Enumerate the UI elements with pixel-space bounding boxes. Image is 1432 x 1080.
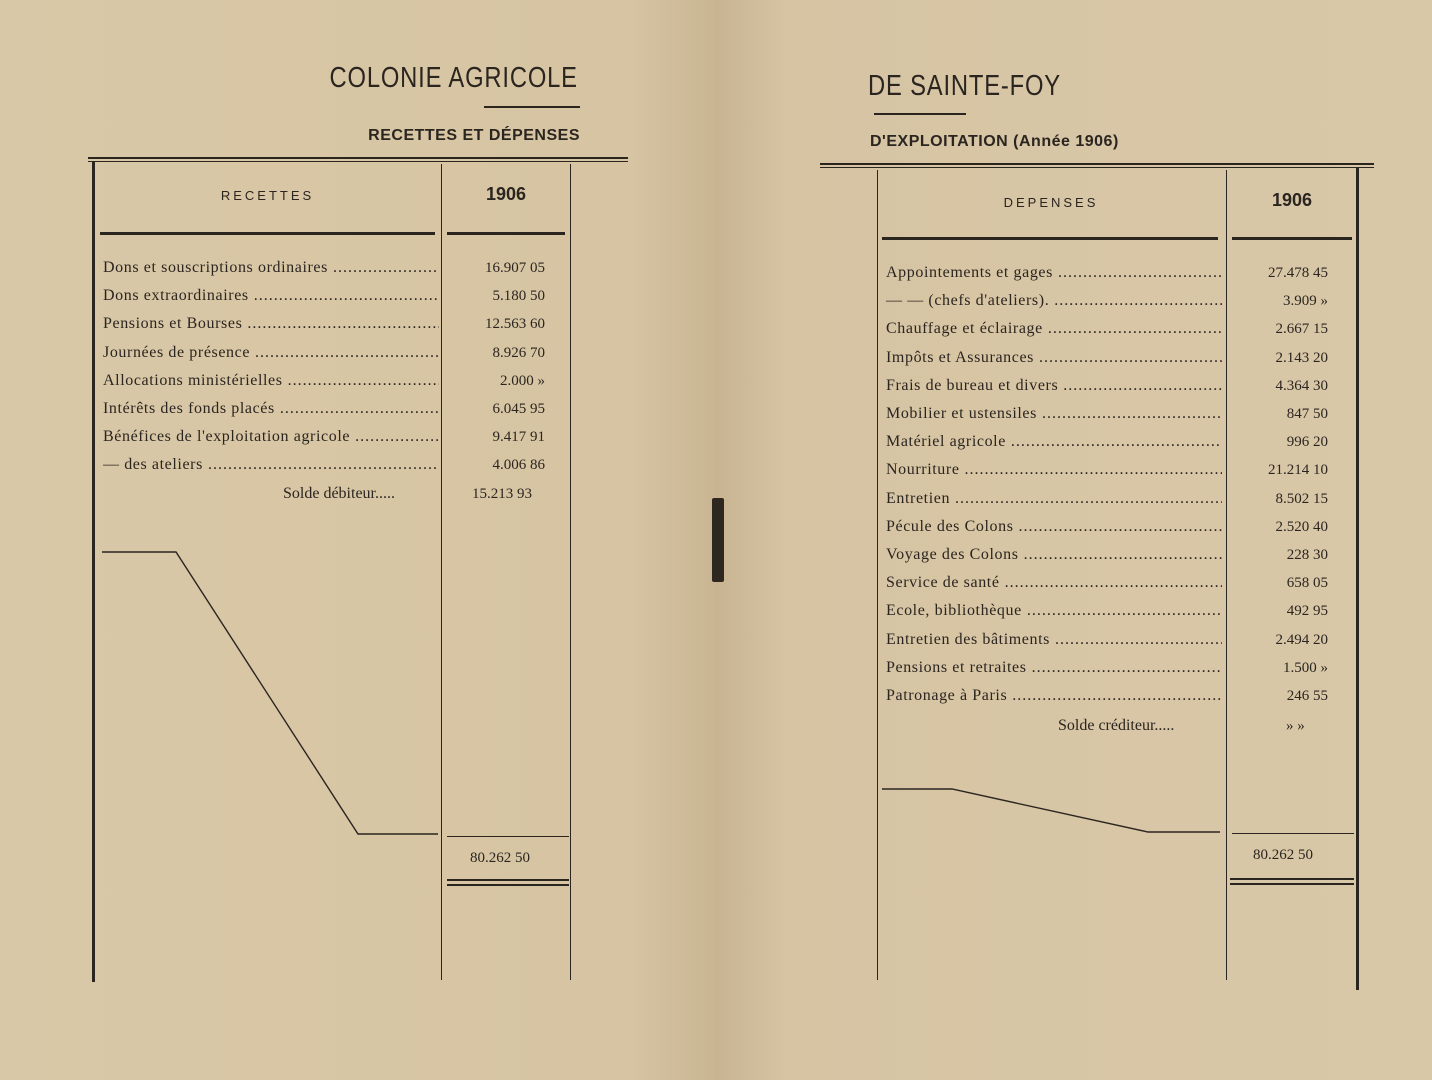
right-row-label: Service de santé ..... xyxy=(886,569,1222,597)
left-row-label: Allocations ministérielles ..... xyxy=(103,367,439,395)
right-row-label: Pécule des Colons ..... xyxy=(886,513,1222,541)
right-row-label: Entretien ..... xyxy=(886,485,1222,513)
right-row-label: Appointements et gages ..... xyxy=(886,259,1222,287)
right-row-label: Entretien des bâtiments ..... xyxy=(886,626,1222,654)
right-row-amount: 2.667 15 xyxy=(1275,321,1328,338)
right-row-label: Matériel agricole ..... xyxy=(886,428,1222,456)
left-row-label: — des ateliers ..... xyxy=(103,451,439,479)
right-row-amount: 4.364 30 xyxy=(1275,377,1328,394)
right-page xyxy=(716,0,1432,1080)
right-row-amount: 996 20 xyxy=(1286,434,1328,451)
right-subtitle-year: (Année 1906) xyxy=(1013,133,1119,150)
left-row-label: Pensions et Bourses ..... xyxy=(103,310,439,338)
right-row-amount: 21.214 10 xyxy=(1268,462,1328,479)
right-row-label: Frais de bureau et divers ..... xyxy=(886,372,1222,400)
left-row-label: Bénéfices de l'exploitation agricole ..... xyxy=(103,423,439,451)
right-row-label: Chauffage et éclairage ..... xyxy=(886,315,1222,343)
right-row-amount: 228 30 xyxy=(1286,547,1328,563)
left-row-amount: 2.000 » xyxy=(500,372,545,389)
right-total-rule-1 xyxy=(1230,878,1354,880)
book-gutter xyxy=(712,498,724,582)
left-row-label: Intérêts des fonds placés ..... xyxy=(103,395,439,423)
left-total-rule-top xyxy=(447,836,569,837)
right-row-label: Impôts et Assurances ..... xyxy=(886,344,1222,372)
right-cancel-stroke xyxy=(716,0,1432,1080)
left-row-amount: 8.926 70 xyxy=(492,344,545,361)
right-total-rule-top xyxy=(1232,833,1354,834)
left-row-amount: 5.180 50 xyxy=(492,288,545,305)
right-row-amount: 246 55 xyxy=(1286,688,1328,704)
right-balance-label: Solde créditeur..... xyxy=(1058,717,1175,734)
right-row-amount: 2.520 40 xyxy=(1275,518,1328,535)
left-subtitle: RECETTES ET DÉPENSES xyxy=(368,127,580,144)
left-column-label: RECETTES xyxy=(220,188,315,203)
right-row-amount: 847 50 xyxy=(1286,406,1328,422)
right-row-amount: 658 05 xyxy=(1286,575,1328,592)
right-row-label: Patronage à Paris ..... xyxy=(886,682,1222,710)
right-row-label: Ecole, bibliothèque ..... xyxy=(886,597,1222,625)
right-total: 80.262 50 xyxy=(1253,847,1313,863)
left-row-amount: 12.563 60 xyxy=(485,316,545,333)
left-row-label: Dons et souscriptions ordinaires ..... xyxy=(103,254,439,282)
right-row-label: Mobilier et ustensiles ..... xyxy=(886,400,1222,428)
right-subtitle-bold: D'EXPLOITATION xyxy=(870,133,1009,150)
right-column-year: 1906 xyxy=(1271,190,1313,210)
right-row-label: Nourriture ..... xyxy=(886,456,1222,484)
left-row-label: Dons extraordinaires ..... xyxy=(103,282,439,310)
right-column-label: DEPENSES xyxy=(1003,195,1099,210)
left-row-label: Journées de présence ..... xyxy=(103,339,439,367)
right-row-amount: 492 95 xyxy=(1286,603,1328,620)
left-total-rule-1 xyxy=(447,879,569,881)
right-total-rule-2 xyxy=(1230,883,1354,885)
left-column-year: 1906 xyxy=(485,184,527,204)
left-balance-amount: 15.213 93 xyxy=(472,486,532,502)
left-row-amount: 4.006 86 xyxy=(492,457,545,474)
right-row-amount: 2.143 20 xyxy=(1275,349,1328,366)
right-balance-amount: » » xyxy=(1286,718,1305,734)
right-row-label: Pensions et retraites ..... xyxy=(886,654,1222,682)
right-row-amount: 27.478 45 xyxy=(1268,265,1328,281)
left-heading: COLONIE AGRICOLE xyxy=(329,62,578,94)
left-row-amount: 16.907 05 xyxy=(485,260,545,276)
right-row-amount: 2.494 20 xyxy=(1275,631,1328,648)
left-total-rule-2 xyxy=(447,884,569,886)
right-row-amount: 1.500 » xyxy=(1283,659,1328,676)
left-row-amount: 9.417 91 xyxy=(492,429,545,446)
right-row-amount: 8.502 15 xyxy=(1275,490,1328,507)
right-row-label: — — (chefs d'ateliers). ..... xyxy=(886,287,1222,315)
right-row-label: Voyage des Colons ..... xyxy=(886,541,1222,569)
left-total: 80.262 50 xyxy=(470,850,530,866)
left-row-amount: 6.045 95 xyxy=(492,401,545,417)
right-row-amount: 3.909 » xyxy=(1283,293,1328,310)
right-heading: DE SAINTE-FOY xyxy=(868,70,1061,102)
left-balance-label: Solde débiteur..... xyxy=(283,485,395,502)
